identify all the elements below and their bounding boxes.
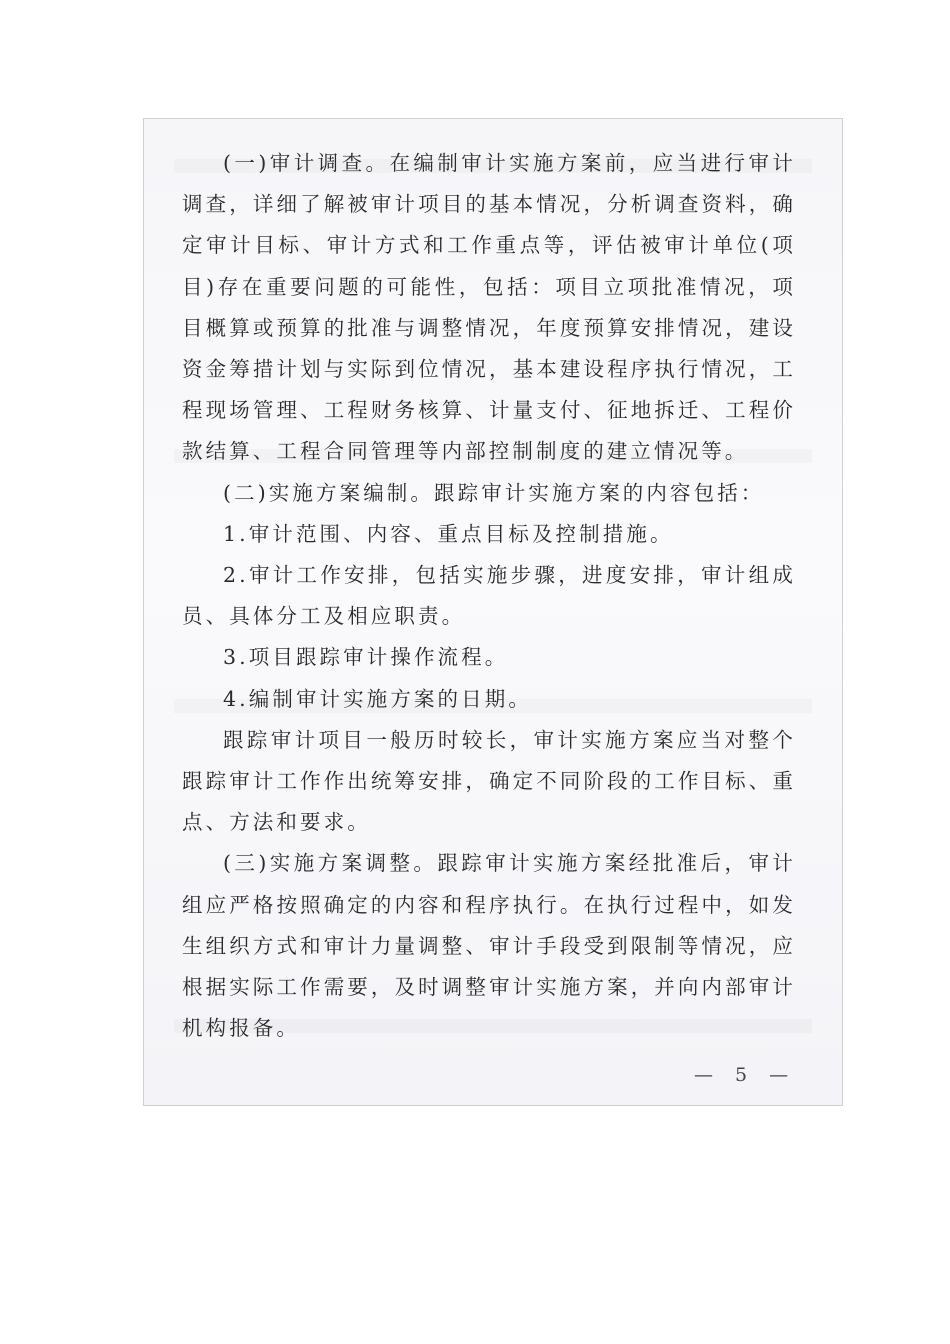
paragraph-plan-preparation: (二)实施方案编制。跟踪审计实施方案的内容包括： (223, 480, 765, 505)
list-item-4: 4.编制审计实施方案的日期。 (223, 686, 532, 711)
paragraph-plan-adjustment: (三)实施方案调整。跟踪审计实施方案经批准后，审计组应严格按照确定的内容和程序执行。在执行过程中，如发生组织方式和审计力量调整、审计手段受到限制等情况，应根据实际工作需要，及时调整审计实施方案，并向内部审计机构报备。 (182, 851, 796, 1041)
list-item-3: 3.项目跟踪审计操作流程。 (223, 645, 509, 670)
paragraph-audit-survey: (一)审计调查。在编制审计实施方案前，应当进行审计调查，详细了解被审计项目的基本情况，分析调查资料，确定审计目标、审计方式和工作重点等，评估被审计单位(项目)存在重要问题的可能性，包括：项目立项批准情况，项目概算或预算的批准与调整情况，年度预算安排情况，建设资金筹措计划与实际到位情况，基本建设程序执行情况，工程现场管理、工程财务核算、计量支付、征地拆迁、工程价款结算、工程合同管理等内部控制制度的建立情况等。 (182, 151, 796, 464)
document-body (182, 143, 796, 1049)
page-number: — 5 — (694, 1064, 797, 1086)
paragraph-overall-arrangement: 跟踪审计项目一般历时较长，审计实施方案应当对整个跟踪审计工作作出统筹安排，确定不同阶段的工作目标、重点、方法和要求。 (182, 727, 796, 835)
list-item-2: 2.审计工作安排，包括实施步骤，进度安排，审计组成员、具体分工及相应职责。 (182, 563, 796, 629)
list-item-1: 1.审计范围、内容、重点目标及控制措施。 (223, 521, 674, 546)
scanned-page (143, 118, 843, 1106)
